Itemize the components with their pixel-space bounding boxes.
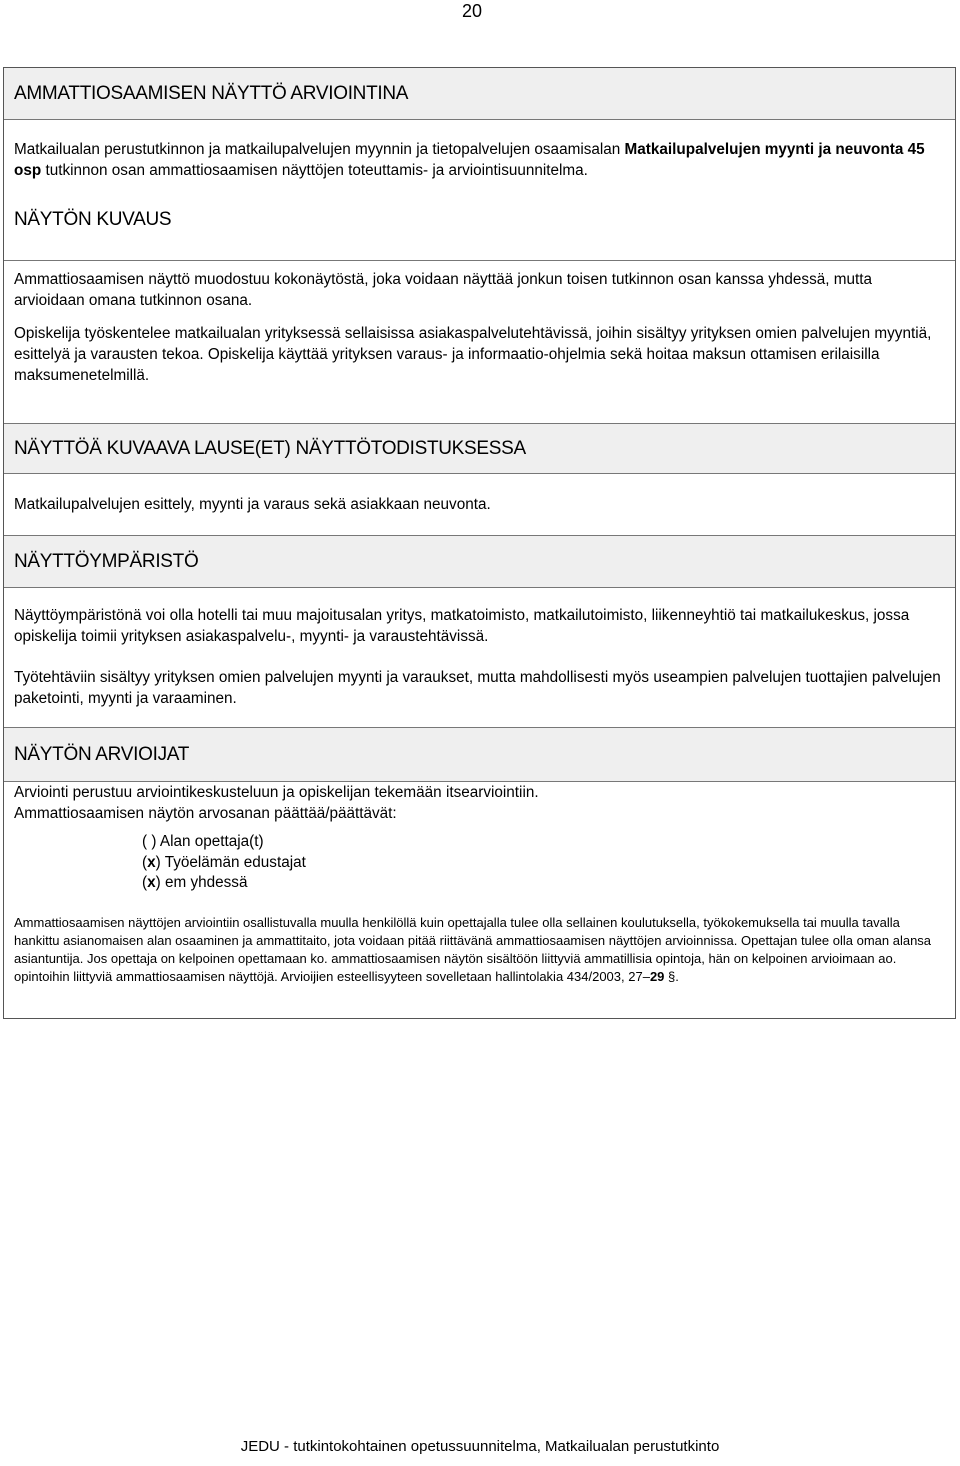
option-teachers: ( ) Alan opettaja(t) bbox=[142, 833, 264, 850]
option-work-life: (x) Työelämän edustajat bbox=[142, 853, 306, 871]
description-body bbox=[4, 269, 955, 424]
page-number: 20 bbox=[461, 1, 483, 21]
assessor-options bbox=[142, 832, 945, 894]
option-mark: x bbox=[147, 853, 156, 871]
description-p1: Ammattiosaamisen näyttö muodostuu kokonäytöstä, joka voidaan näyttää jonkun toisen tutkinnon osan kanssa yhdessä, mutta arvioidaan omana tutkinnon osana. bbox=[14, 271, 872, 309]
environment-body bbox=[4, 588, 955, 728]
assessors-body bbox=[4, 782, 955, 1021]
assessors-line2: Ammattiosaamisen näytön arvosanan päättää/päättävät: bbox=[14, 805, 397, 822]
assessors-heading: NÄYTÖN ARVIOIJAT bbox=[4, 728, 955, 782]
title-heading bbox=[4, 68, 955, 120]
intro-paragraph: Matkailualan perustutkinnon ja matkailupalvelujen myynnin ja tietopalvelujen osaamisalan Matkailupalvelujen myynti ja neuvonta 45 osp tutkinnon osan ammattiosaamisen näyttöjen toteuttamis- ja arviointisuunnitelma. bbox=[14, 141, 925, 179]
certificate-body bbox=[4, 474, 955, 536]
document-table bbox=[3, 67, 956, 1019]
unit-name: Matkailupalvelujen myynti ja neuvonta 45 osp bbox=[14, 141, 925, 179]
page-footer: JEDU - tutkintokohtainen opetussuunnitelma, Matkailualan perustutkinto bbox=[240, 1438, 720, 1455]
environment-heading: NÄYTTÖYMPÄRISTÖ bbox=[4, 536, 955, 588]
environment-p2: Työtehtäviin sisältyy yrityksen omien palvelujen myynti ja varaukset, mutta mahdollisesti myös useampien palvelujen tuottajien palvelujen paketointi, myynti ja varaaminen. bbox=[14, 669, 941, 707]
certificate-heading: NÄYTTÖÄ KUVAAVA LAUSE(ET) NÄYTTÖTODISTUKSESSA bbox=[4, 424, 955, 474]
option-mark: x bbox=[147, 874, 156, 891]
environment-p1: Näyttöympäristönä voi olla hotelli tai muu majoitusalan yritys, matkatoimisto, matkailutoimisto, liikenneyhtiö tai matkailukeskus, jossa opiskelija toimii yrityksen asiakaspalvelu-, myynti- ja varaustehtävissä. bbox=[14, 607, 910, 645]
title-text: AMMATTIOSAAMISEN NÄYTTÖ ARVIOINTINA bbox=[14, 82, 409, 104]
description-heading: NÄYTÖN KUVAUS bbox=[14, 209, 172, 230]
assessor-qualification-note: Ammattiosaamisen näyttöjen arviointiin osallistuvalla muulla henkilöllä kuin opettajalla tulee olla sellainen koulutuksella, työkokemuksella tai muulla tavalla hankittu asianomaisen alan osaaminen ja ammattitaito, jota voidaan pitää riittävänä ammattiosaamisen näyttöjen arvioinnissa. Opettajan tulee olla oman alansa asiantuntija. Jos opettaja on kelpoinen opettamaan ko. ammattiosaamisen näytön sisältöön liittyviä ammatillisia opintoja, hän on kelpoinen arvioimaan ao. opintoihin liittyviä ammattiosaamisen näyttöjä. Arvioijien esteellisyyteen sovelletaan hallintolakia 434/2003, 27–29 §. bbox=[14, 914, 932, 985]
certificate-text: Matkailupalvelujen esittely, myynti ja varaus sekä asiakkaan neuvonta. bbox=[14, 496, 491, 513]
assessors-line1: Arviointi perustuu arviointikeskusteluun ja opiskelijan tekemään itsearviointiin. bbox=[14, 784, 539, 801]
description-p2: Opiskelija työskentelee matkailualan yrityksessä sellaisissa asiakaspalvelutehtävissä, joihin sisältyy yrityksen omien palvelujen myyntiä, esittelyä ja varausten tekoa. Opiskelija käyttää yrityksen varaus- ja informaatio-ohjelmia sekä hoitaa maksun ottamisen erilaisilla maksumenetelmillä. bbox=[14, 325, 932, 384]
option-together: (x) em yhdessä bbox=[142, 874, 248, 891]
intro-and-description bbox=[4, 120, 955, 261]
